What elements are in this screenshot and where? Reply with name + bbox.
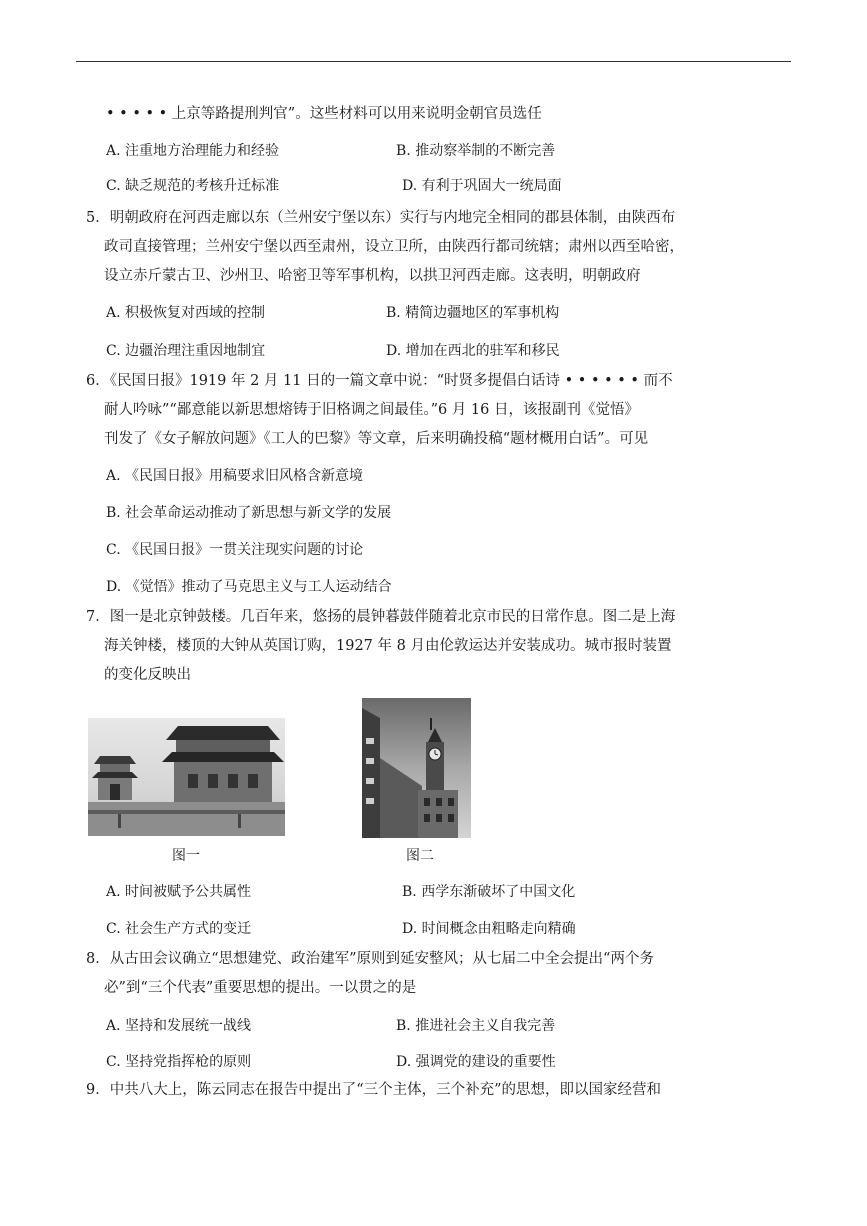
q8-option-c[interactable]: C. 坚持党指挥枪的原则 — [106, 1054, 252, 1070]
q7-stem-line-2: 海关钟楼，楼顶的大钟从英国订购，1927 年 8 月由伦敦运达并安装成功。城市报时装置 — [104, 638, 672, 654]
q8-stem-line-2: 必”到“三个代表”重要思想的提出。一以贯之的是 — [104, 980, 417, 996]
q4-option-d[interactable]: D. 有利于巩固大一统局面 — [402, 178, 562, 194]
q4-option-a[interactable]: A. 注重地方治理能力和经验 — [106, 143, 280, 159]
q5-stem-line-1: 5．明朝政府在河西走廊以东（兰州安宁堡以东）实行与内地完全相同的郡县体制，由陕西布 — [86, 210, 676, 226]
q6-option-c[interactable]: C. 《民国日报》一贯关注现实问题的讨论 — [106, 542, 364, 558]
q6-stem-line-1: 6．《民国日报》1919 年 2 月 11 日的一篇文章中说：“时贤多提倡白话诗 • • • • • • 而不 — [86, 373, 673, 389]
q4-option-b[interactable]: B. 推动察举制的不断完善 — [396, 143, 556, 159]
q6-option-b[interactable]: B. 社会革命运动推动了新思想与新文学的发展 — [106, 505, 392, 521]
figure-1-caption: 图一 — [172, 848, 200, 864]
q6-stem-line-3: 刊发了《女子解放问题》《工人的巴黎》等文章，后来明确投稿“题材概用白话”。可见 — [104, 431, 649, 447]
q8-option-a[interactable]: A. 坚持和发展统一战线 — [106, 1018, 252, 1034]
q4-stem-continuation: • • • • • 上京等路提刑判官”。这些材料可以用来说明金朝官员选任 — [106, 106, 542, 122]
q5-option-a[interactable]: A. 积极恢复对西域的控制 — [106, 305, 266, 321]
q7-option-d[interactable]: D. 时间概念由粗略走向精确 — [402, 921, 576, 937]
q7-stem-line-3: 的变化反映出 — [104, 667, 191, 683]
header-rule — [76, 61, 791, 62]
q7-option-c[interactable]: C. 社会生产方式的变迁 — [106, 921, 252, 937]
q8-stem-line-1: 8．从古田会议确立“思想建党、政治建军”原则到延安整风；从七届二中全会提出“两个务 — [86, 951, 654, 967]
q6-option-d[interactable]: D. 《觉悟》推动了马克思主义与工人运动结合 — [106, 579, 392, 595]
q7-option-a[interactable]: A. 时间被赋予公共属性 — [106, 884, 252, 900]
q4-option-c[interactable]: C. 缺乏规范的考核升迁标准 — [106, 178, 280, 194]
figure-2-customs-clock-tower-photo — [362, 698, 471, 838]
q8-option-d[interactable]: D. 强调党的建设的重要性 — [396, 1054, 556, 1070]
q8-option-b[interactable]: B. 推进社会主义自我完善 — [396, 1018, 556, 1034]
q9-stem-line-1: 9．中共八大上，陈云同志在报告中提出了“三个主体，三个补充”的思想，即以国家经营和 — [86, 1082, 662, 1098]
q5-option-d[interactable]: D. 增加在西北的驻军和移民 — [386, 343, 560, 359]
q5-option-c[interactable]: C. 边疆治理注重因地制宜 — [106, 343, 266, 359]
q5-stem-line-3: 设立赤斤蒙古卫、沙州卫、哈密卫等军事机构，以拱卫河西走廊。这表明，明朝政府 — [104, 268, 641, 284]
q7-option-b[interactable]: B. 西学东渐破坏了中国文化 — [402, 884, 576, 900]
figure-1-bell-drum-tower-photo — [88, 718, 285, 836]
q6-stem-line-2: 耐人吟咏”“鄙意能以新思想熔铸于旧格调之间最佳。”6 月 16 日，该报副刊《觉悟》 — [104, 402, 639, 418]
q7-stem-line-1: 7．图一是北京钟鼓楼。几百年来，悠扬的晨钟暮鼓伴随着北京市民的日常作息。图二是上海 — [86, 609, 676, 625]
q5-stem-line-2: 政司直接管理；兰州安宁堡以西至肃州，设立卫所，由陕西行都司统辖；肃州以西至哈密， — [104, 239, 684, 255]
q6-option-a[interactable]: A. 《民国日报》用稿要求旧风格含新意境 — [106, 468, 364, 484]
q5-option-b[interactable]: B. 精简边疆地区的军事机构 — [386, 305, 560, 321]
figure-2-caption: 图二 — [406, 848, 434, 864]
